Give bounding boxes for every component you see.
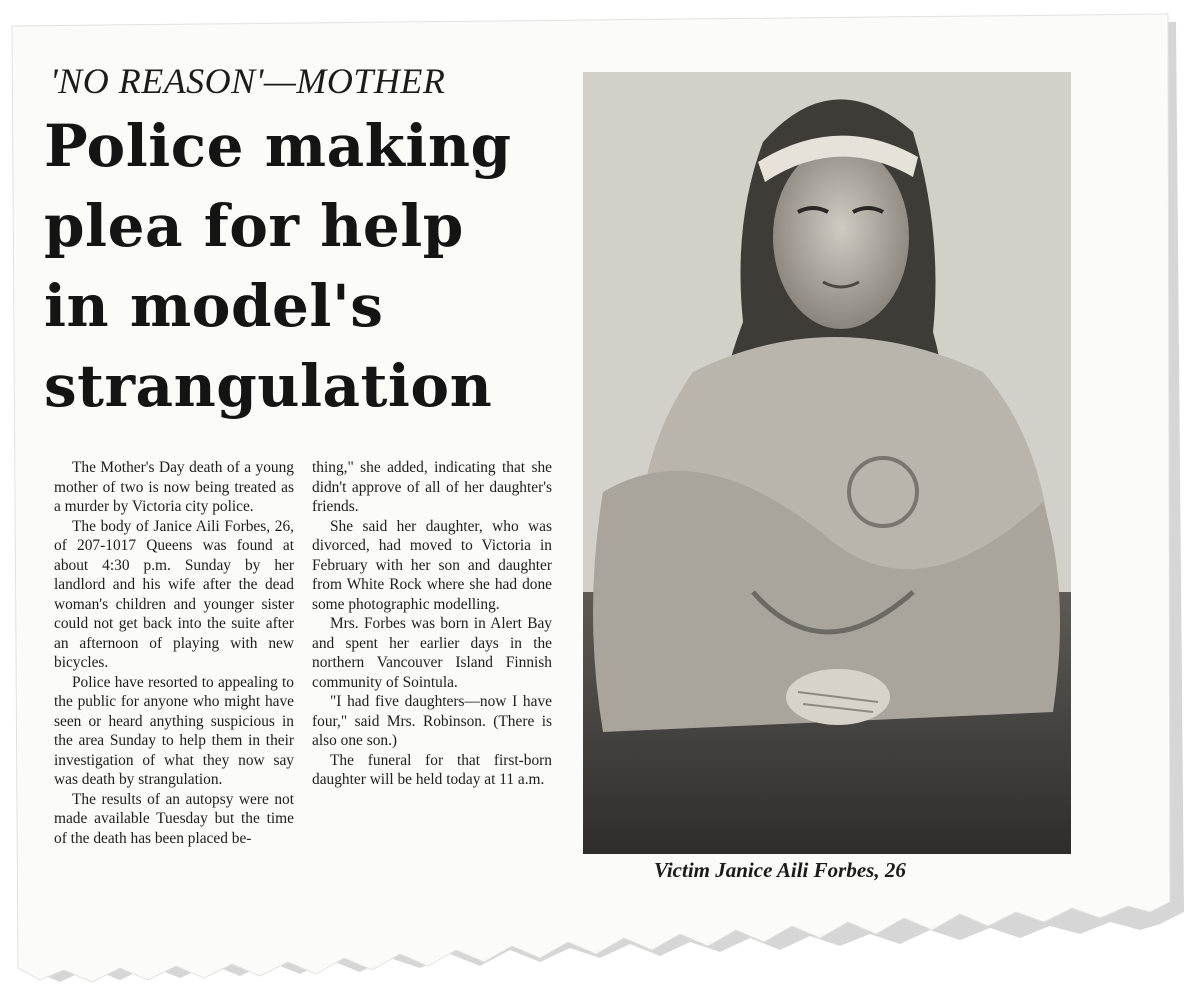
paragraph: The Mother's Day death of a young mother of two is now being treated as a murder by Victoria city police. (54, 459, 294, 515)
main-headline (44, 106, 564, 426)
article-column-2 (312, 458, 552, 790)
paragraph: Police have resorted to appealing to the public for anyone who might have seen or heard anything suspicious in the area Sunday to help them in their investigation of what they now say was death by strangulation. (54, 673, 294, 788)
paragraph: Mrs. Forbes was born in Alert Bay and spent her earlier days in the northern Vancouver Island Finnish community of Sointula. (312, 615, 552, 691)
kicker-headline: 'NO REASON'—MOTHER (50, 61, 446, 101)
paragraph: The body of Janice Aili Forbes, 26, of 207-1017 Queens was found at about 4:30 p.m. Sunday by her landlord and his wife after the dead woman's children and younger sister could not get back into the suite after an afternoon of playing with new bicycles. (54, 517, 294, 671)
paragraph: The results of an autopsy were not made available Tuesday but the time of the death has been placed be- (54, 790, 294, 847)
article-column-1 (54, 458, 294, 848)
headline-line: in model's (44, 272, 384, 340)
paragraph: The funeral for that first-born daughter will be held today at 11 a.m. (312, 751, 552, 788)
paragraph: thing," she added, indicating that she didn't approve of all of her daughter's friends. (312, 459, 552, 515)
headline-line: Police making (44, 112, 512, 180)
paragraph: She said her daughter, who was divorced, had moved to Victoria in February with her son and daughter from White Rock where she had done some photographic modelling. (312, 517, 552, 613)
headline-line: plea for help (44, 192, 464, 260)
portrait-photo-icon (583, 72, 1071, 854)
paragraph: "I had five daughters—now I have four," said Mrs. Robinson. (There is also one son.) (312, 693, 552, 749)
headline-line: strangulation (44, 352, 493, 420)
photo-caption: Victim Janice Aili Forbes, 26 (654, 858, 906, 882)
victim-photo (583, 72, 1071, 854)
